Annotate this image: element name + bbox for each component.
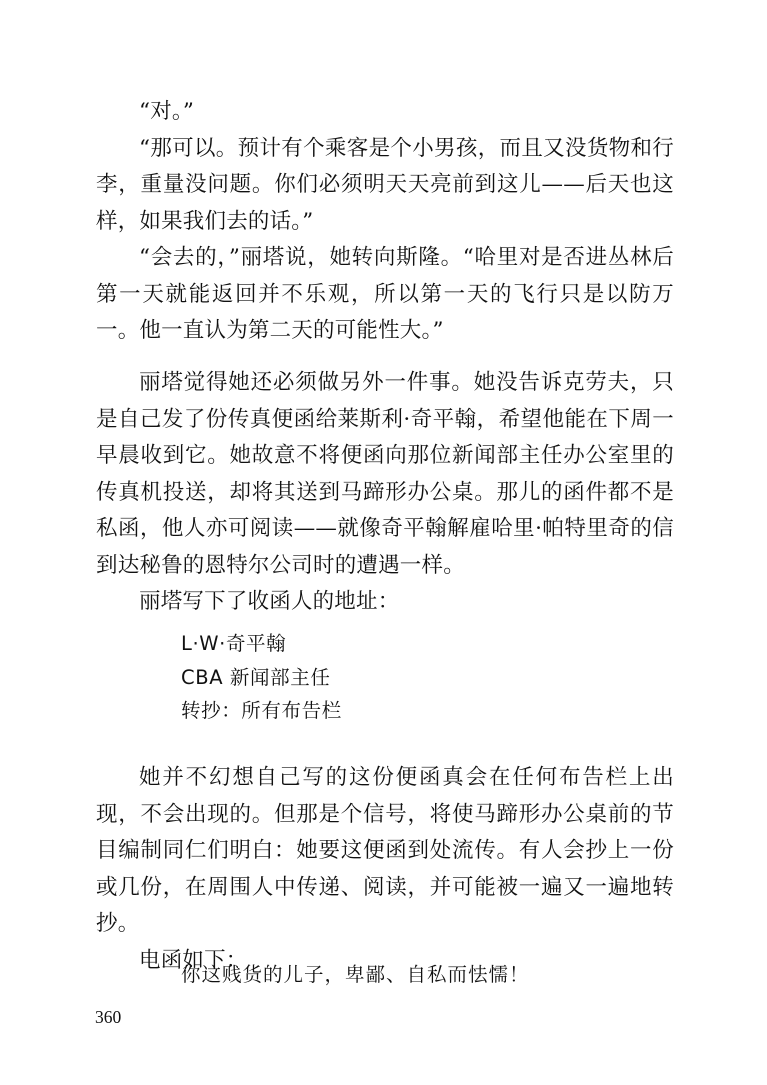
dialogue-section [96, 94, 674, 350]
paragraph: “那可以。预计有个乘客是个小男孩，而且又没货物和行李，重量没问题。你们必须明天天亮前到这儿——后天也这样，如果我们去的话。” [96, 135, 674, 234]
address-line: 转抄：所有布告栏 [181, 699, 342, 722]
paragraph: 她并不幻想自己写的这份便函真会在任何布告栏上出现，不会出现的。但那是个信号，将使马蹄形办公桌前的节目编制同仁们明白：她要这便函到处流传。有人会抄上一份或几份，在周围人中传递、阅读，并可能被一遍又一遍地转抄。 [96, 765, 674, 936]
address-line: CBA 新闻部主任 [181, 665, 331, 689]
narrative-section [96, 365, 674, 621]
telegram-text: 你这贱货的儿子，卑鄙、自私而怯懦！ [181, 963, 530, 986]
paragraph: “对。” [139, 99, 195, 124]
address-line: L·W·奇平翰 [181, 632, 287, 655]
memo-address-block [181, 627, 581, 728]
paragraph: 丽塔觉得她还必须做另外一件事。她没告诉克劳夫，只是自己发了份传真便函给莱斯利·奇平翰，希望他能在下周一早晨收到它。她故意不将便函向那位新闻部主任办公室里的传真机投送，却将其送到马蹄形办公桌。那儿的函件都不是私函，他人亦可阅读——就像奇平翰解雇哈里·帕特里奇的信到达秘鲁的恩特尔公司时的遭遇一样。 [96, 370, 674, 578]
memo-description-section [96, 760, 674, 979]
paragraph: 丽塔写下了收函人的地址： [139, 589, 400, 614]
paragraph: “会去的，”丽塔说，她转向斯隆。“哈里对是否进丛林后第一天就能返回并不乐观，所以第一天的飞行只是以防万一。他一直认为第二天的可能性大。” [96, 245, 674, 343]
paragraph: 电函如下： [139, 947, 248, 973]
page-number: 360 [95, 1007, 122, 1027]
